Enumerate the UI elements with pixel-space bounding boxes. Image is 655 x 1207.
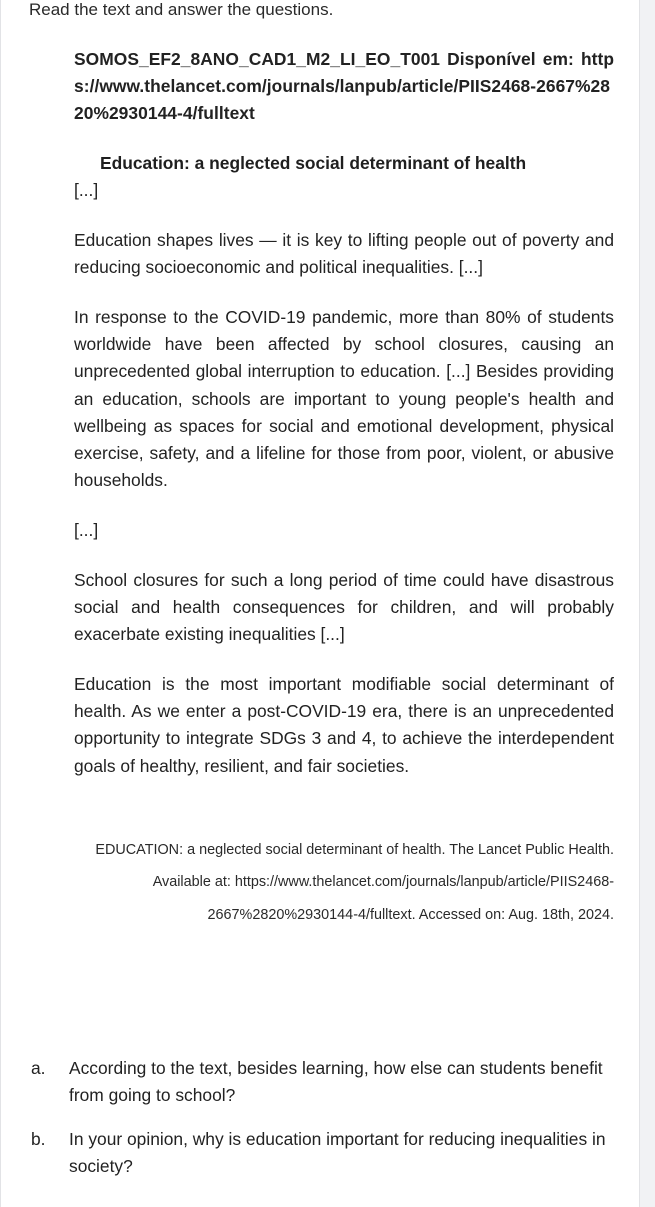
article-title: Education: a neglected social determinant of health	[100, 153, 527, 173]
question-b-letter: b.	[31, 1129, 46, 1149]
question-b	[31, 1126, 611, 1180]
question-a-letter: a.	[31, 1058, 46, 1078]
question-a	[31, 1055, 611, 1109]
source-code: SOMOS_EF2_8ANO_CAD1_M2_LI_EO_T001	[74, 49, 441, 69]
article-paragraph-3: School closures for such a long period of time could have disastrous social and health consequences for children, and will probably exacerbate existing inequalities [...]	[74, 570, 614, 645]
question-a-text: According to the text, besides learning, how else can students benefit from going to school?	[69, 1058, 603, 1106]
article-paragraph-2: In response to the COVID-19 pandemic, more than 80% of students worldwide have been affected by school closures, causing an unprecedented global interruption to education. [...] Besides providing an education, schools are important to young people's health and wellbeing as spaces for social and emotional development, physical exercise, safety, and a lifeline for those from poor, violent, or abusive households.	[74, 307, 614, 491]
ellipsis-marker: [...]	[74, 180, 99, 200]
ellipsis-marker-2: [...]	[74, 520, 99, 540]
source-reference	[74, 46, 614, 128]
source-label: Disponível em:	[447, 49, 574, 69]
question-b-text: In your opinion, why is education important for reducing inequalities in society?	[69, 1129, 606, 1177]
source-url[interactable]: https://www.thelancet.com/journals/lanpub/article/PIIS2468-2667%2820%2930144-4/fulltext	[74, 49, 614, 124]
article-paragraph-4: Education is the most important modifiable social determinant of health. As we enter a post-COVID-19 era, there is an unprecedented opportunity to integrate SDGs 3 and 4, to achieve the interdependent goals of healthy, resilient, and fair societies.	[74, 674, 614, 776]
article-paragraph-1: Education shapes lives — it is key to lifting people out of poverty and reducing socioeconomic and political inequalities. [...]	[74, 230, 614, 278]
instructions-text: Read the text and answer the questions.	[29, 0, 334, 19]
citation-reference: EDUCATION: a neglected social determinant of health. The Lancet Public Health. Available at: https://www.thelancet.com/journals/lanpub/article/PIIS2468-2667%2820%2930144-4/fulltext. Accessed on: Aug. 18th, 2024.	[95, 842, 614, 923]
